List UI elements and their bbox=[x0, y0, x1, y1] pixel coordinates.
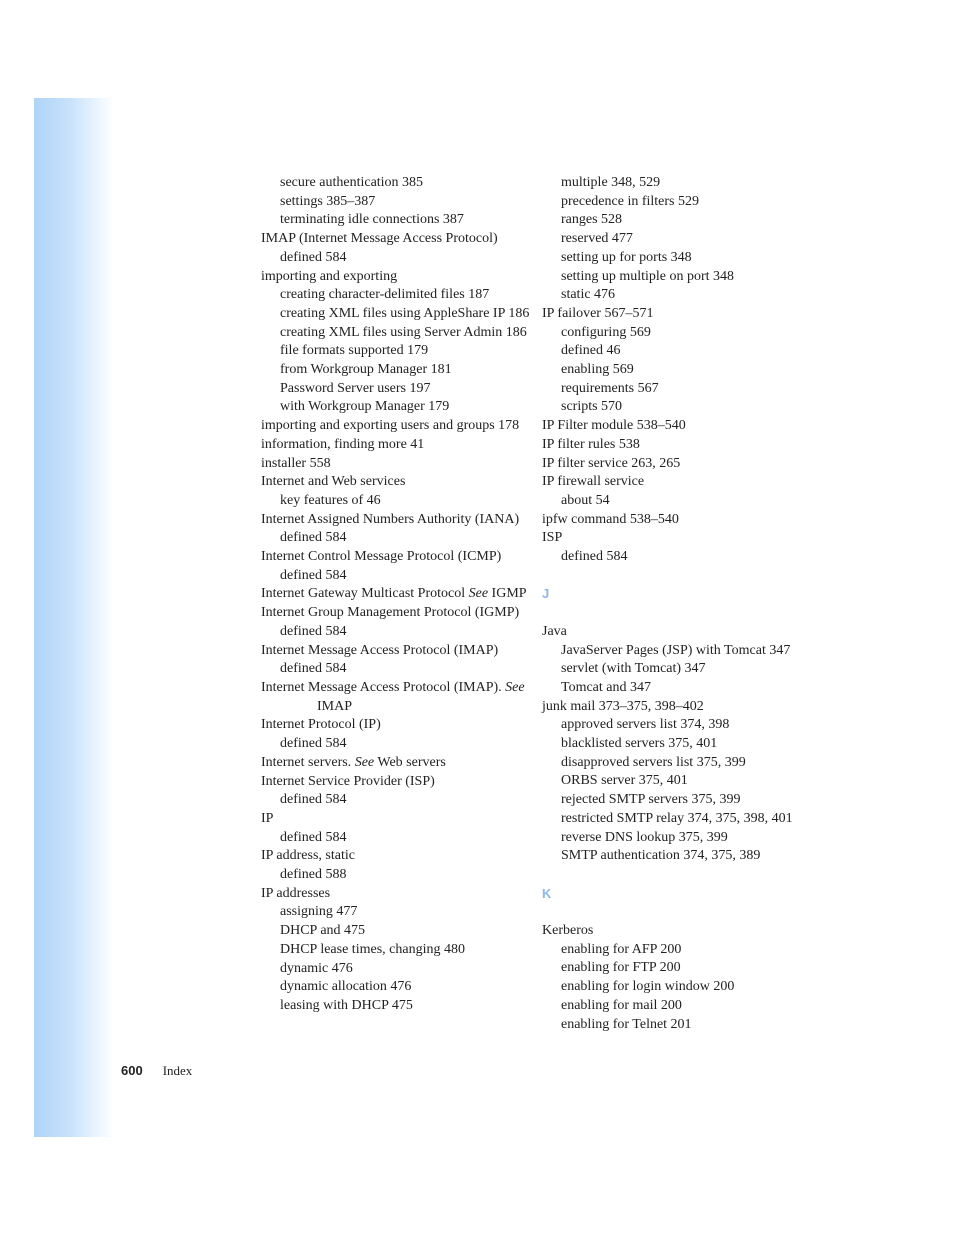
entry-text: DHCP and 475 bbox=[280, 923, 366, 939]
index-entry bbox=[261, 455, 521, 474]
entry-text: defined 584 bbox=[280, 736, 347, 752]
index-entry bbox=[261, 511, 521, 530]
index-entry bbox=[261, 885, 521, 904]
index-subentry bbox=[261, 903, 521, 922]
page-number: 600 bbox=[121, 1063, 143, 1078]
index-entry bbox=[542, 698, 792, 717]
index-subentry bbox=[261, 922, 521, 941]
entry-text: approved servers list 374, 398 bbox=[561, 717, 730, 733]
entry-text: Internet Gateway Multicast Protocol bbox=[261, 586, 469, 602]
entry-text: dynamic allocation 476 bbox=[280, 979, 412, 995]
entry-text: defined 584 bbox=[280, 530, 347, 546]
index-subentry bbox=[261, 305, 530, 324]
entry-text: dynamic 476 bbox=[280, 960, 353, 976]
spacer bbox=[542, 866, 792, 885]
index-entry bbox=[542, 305, 792, 324]
footer-section-label: Index bbox=[162, 1063, 193, 1078]
entry-text: defined 584 bbox=[280, 792, 347, 808]
index-subentry bbox=[261, 174, 521, 193]
index-entry bbox=[261, 268, 521, 287]
entry-text: creating XML files using Server Admin 186 bbox=[280, 324, 527, 340]
index-entry bbox=[542, 529, 792, 548]
spacer bbox=[542, 604, 792, 623]
index-subentry bbox=[542, 941, 792, 960]
entry-text: Internet Message Access Protocol (IMAP) bbox=[261, 642, 499, 658]
index-entry bbox=[261, 847, 521, 866]
entry-text: configuring 569 bbox=[561, 324, 651, 340]
entry-text: static 476 bbox=[561, 287, 616, 303]
index-subentry bbox=[261, 997, 521, 1016]
entry-text: installer 558 bbox=[261, 455, 331, 471]
entry-text: Internet Message Access Protocol (IMAP). bbox=[261, 679, 506, 695]
entry-text: Internet Service Provider (ISP) bbox=[261, 773, 435, 789]
entry-text: SMTP authentication 374, 375, 389 bbox=[561, 848, 761, 864]
entry-text: Internet Assigned Numbers Authority (IANA) bbox=[261, 511, 520, 527]
index-subentry bbox=[261, 941, 521, 960]
entry-text: ORBS server 375, 401 bbox=[561, 773, 688, 789]
index-subentry bbox=[542, 660, 792, 679]
index-subentry bbox=[542, 679, 792, 698]
index-subentry bbox=[261, 361, 521, 380]
index-entry bbox=[261, 585, 527, 604]
index-subentry bbox=[542, 361, 792, 380]
entry-text: settings 385–387 bbox=[280, 193, 376, 209]
entry-text: terminating idle connections 387 bbox=[280, 212, 464, 228]
index-column-left bbox=[261, 174, 530, 1016]
index-entry bbox=[261, 810, 521, 829]
entry-text: enabling for login window 200 bbox=[561, 979, 735, 995]
index-subentry bbox=[542, 342, 792, 361]
section-letter bbox=[542, 885, 792, 904]
index-subentry bbox=[261, 735, 521, 754]
entry-text: Java bbox=[542, 623, 567, 639]
see-reference: See bbox=[354, 754, 375, 770]
entry-text: creating character-delimited files 187 bbox=[280, 287, 490, 303]
entry-text: IP filter service 263, 265 bbox=[542, 455, 681, 471]
entry-text: creating XML files using AppleShare IP 186 bbox=[280, 305, 530, 321]
entry-text: enabling for FTP 200 bbox=[561, 960, 681, 976]
index-subentry bbox=[261, 193, 521, 212]
index-subentry bbox=[261, 791, 521, 810]
see-target: Web servers bbox=[374, 754, 446, 770]
index-entry bbox=[542, 417, 792, 436]
index-subentry bbox=[542, 1016, 792, 1035]
entry-text: from Workgroup Manager 181 bbox=[280, 362, 452, 378]
entry-text: defined 46 bbox=[561, 343, 621, 359]
entry-text: file formats supported 179 bbox=[280, 343, 429, 359]
entry-text: importing and exporting users and groups 178 bbox=[261, 418, 520, 434]
entry-text: reverse DNS lookup 375, 399 bbox=[561, 829, 728, 845]
entry-text: Internet and Web services bbox=[261, 474, 406, 490]
entry-text: scripts 570 bbox=[561, 399, 623, 415]
index-subentry bbox=[542, 791, 792, 810]
index-subentry bbox=[542, 754, 792, 773]
entry-text: defined 584 bbox=[280, 623, 347, 639]
entry-text: IP failover 567–571 bbox=[542, 305, 654, 321]
index-subentry bbox=[261, 398, 521, 417]
entry-text: Password Server users 197 bbox=[280, 380, 431, 396]
entry-text: Internet Group Management Protocol (IGMP) bbox=[261, 605, 520, 621]
index-subentry bbox=[542, 548, 792, 567]
entry-text: IP filter rules 538 bbox=[542, 436, 640, 452]
index-entry bbox=[261, 604, 521, 623]
entry-text: junk mail 373–375, 398–402 bbox=[542, 698, 704, 714]
entry-text: enabling 569 bbox=[561, 362, 634, 378]
entry-text: IMAP (Internet Message Access Protocol) bbox=[261, 231, 498, 247]
index-entry bbox=[542, 436, 792, 455]
index-entry bbox=[542, 455, 792, 474]
entry-text: enabling for mail 200 bbox=[561, 997, 682, 1013]
index-subentry bbox=[542, 324, 792, 343]
entry-text: Internet servers. bbox=[261, 754, 355, 770]
index-entry bbox=[261, 679, 525, 698]
see-reference: See bbox=[468, 586, 489, 602]
spacer bbox=[542, 903, 792, 922]
entry-text: defined 584 bbox=[280, 829, 347, 845]
index-subentry bbox=[261, 492, 521, 511]
side-color-band bbox=[34, 98, 114, 1137]
index-subentry bbox=[261, 211, 521, 230]
entry-text: DHCP lease times, changing 480 bbox=[280, 941, 465, 957]
entry-text: IP Filter module 538–540 bbox=[542, 418, 686, 434]
entry-text: with Workgroup Manager 179 bbox=[280, 399, 450, 415]
entry-text: K bbox=[542, 885, 552, 901]
index-subentry bbox=[542, 398, 792, 417]
entry-text: reserved 477 bbox=[561, 231, 633, 247]
entry-text: ranges 528 bbox=[561, 212, 623, 228]
index-subentry bbox=[542, 230, 792, 249]
index-subentry bbox=[261, 380, 521, 399]
index-subentry bbox=[542, 772, 792, 791]
index-subentry bbox=[542, 380, 792, 399]
index-entry bbox=[542, 473, 792, 492]
entry-text: ISP bbox=[542, 530, 563, 546]
index-subentry bbox=[261, 660, 521, 679]
index-subentry bbox=[542, 174, 792, 193]
index-subentry bbox=[542, 978, 792, 997]
index-subentry bbox=[542, 211, 792, 230]
entry-text: setting up for ports 348 bbox=[561, 249, 692, 265]
index-entry bbox=[261, 436, 521, 455]
index-entry bbox=[261, 754, 521, 773]
entry-text: assigning 477 bbox=[280, 904, 358, 920]
entry-text: enabling for Telnet 201 bbox=[561, 1016, 692, 1032]
entry-text: secure authentication 385 bbox=[280, 175, 424, 190]
index-subentry bbox=[261, 567, 521, 586]
see-reference: See bbox=[505, 679, 525, 695]
index-entry bbox=[261, 716, 521, 735]
index-subentry bbox=[261, 529, 521, 548]
entry-text: disapproved servers list 375, 399 bbox=[561, 754, 746, 770]
page-footer bbox=[121, 1062, 192, 1082]
entry-text: leasing with DHCP 475 bbox=[280, 997, 413, 1013]
index-subentry bbox=[261, 324, 527, 343]
entry-text: precedence in filters 529 bbox=[561, 193, 699, 209]
entry-text: IP addresses bbox=[261, 885, 331, 901]
entry-text: importing and exporting bbox=[261, 268, 398, 284]
entry-text: IP firewall service bbox=[542, 474, 645, 490]
entry-text: IMAP bbox=[317, 698, 353, 714]
entry-text: defined 584 bbox=[280, 249, 347, 265]
entry-text: IP bbox=[261, 810, 274, 826]
index-subentry bbox=[261, 249, 521, 268]
index-subentry bbox=[542, 492, 792, 511]
index-subentry bbox=[542, 829, 792, 848]
index-entry bbox=[542, 922, 792, 941]
index-subentry bbox=[542, 193, 792, 212]
index-subentry bbox=[261, 623, 521, 642]
entry-text: JavaServer Pages (JSP) with Tomcat 347 bbox=[561, 642, 791, 658]
index-entry bbox=[261, 548, 521, 567]
index-entry bbox=[261, 230, 521, 249]
see-target: IGMP bbox=[488, 586, 527, 602]
index-entry bbox=[261, 417, 521, 436]
entry-text: defined 588 bbox=[280, 867, 347, 883]
entry-text: defined 584 bbox=[280, 661, 347, 677]
entry-text: Internet Protocol (IP) bbox=[261, 717, 381, 733]
entry-text: information, finding more 41 bbox=[261, 436, 425, 452]
index-subentry bbox=[261, 866, 521, 885]
entry-text: setting up multiple on port 348 bbox=[561, 268, 735, 284]
entry-text: multiple 348, 529 bbox=[561, 175, 661, 190]
spacer bbox=[542, 567, 792, 586]
index-entry bbox=[261, 773, 521, 792]
index-subentry bbox=[261, 286, 521, 305]
entry-text: defined 584 bbox=[561, 549, 628, 565]
index-subentry bbox=[542, 716, 792, 735]
index-column-right bbox=[542, 174, 792, 1034]
index-subentry bbox=[542, 735, 792, 754]
entry-text: ipfw command 538–540 bbox=[542, 511, 679, 527]
entry-text: servlet (with Tomcat) 347 bbox=[561, 661, 706, 677]
index-entry bbox=[542, 623, 792, 642]
index-subentry bbox=[542, 642, 792, 661]
entry-text: J bbox=[542, 586, 550, 602]
entry-text: Kerberos bbox=[542, 923, 594, 939]
entry-text: IP address, static bbox=[261, 848, 355, 864]
index-subentry bbox=[261, 978, 521, 997]
entry-text: enabling for AFP 200 bbox=[561, 941, 682, 957]
index-subentry bbox=[542, 268, 792, 287]
index-entry bbox=[261, 642, 521, 661]
index-subentry bbox=[261, 698, 521, 717]
index-subentry bbox=[261, 342, 521, 361]
index-subentry bbox=[542, 249, 792, 268]
entry-text: key features of 46 bbox=[280, 492, 381, 508]
entry-text: Tomcat and 347 bbox=[561, 679, 651, 695]
index-subentry bbox=[542, 810, 792, 829]
index-subentry bbox=[261, 829, 521, 848]
entry-text: requirements 567 bbox=[561, 380, 659, 396]
entry-text: Internet Control Message Protocol (ICMP) bbox=[261, 549, 502, 565]
index-subentry bbox=[542, 847, 792, 866]
index-subentry bbox=[542, 286, 792, 305]
entry-text: defined 584 bbox=[280, 567, 347, 583]
entry-text: blacklisted servers 375, 401 bbox=[561, 736, 718, 752]
index-subentry bbox=[542, 959, 792, 978]
entry-text: rejected SMTP servers 375, 399 bbox=[561, 792, 741, 808]
index-entry bbox=[261, 473, 521, 492]
index-subentry bbox=[542, 997, 792, 1016]
index-subentry bbox=[261, 960, 521, 979]
section-letter bbox=[542, 585, 792, 604]
entry-text: about 54 bbox=[561, 492, 610, 508]
entry-text: restricted SMTP relay 374, 375, 398, 401 bbox=[561, 810, 793, 826]
index-entry bbox=[542, 511, 792, 530]
